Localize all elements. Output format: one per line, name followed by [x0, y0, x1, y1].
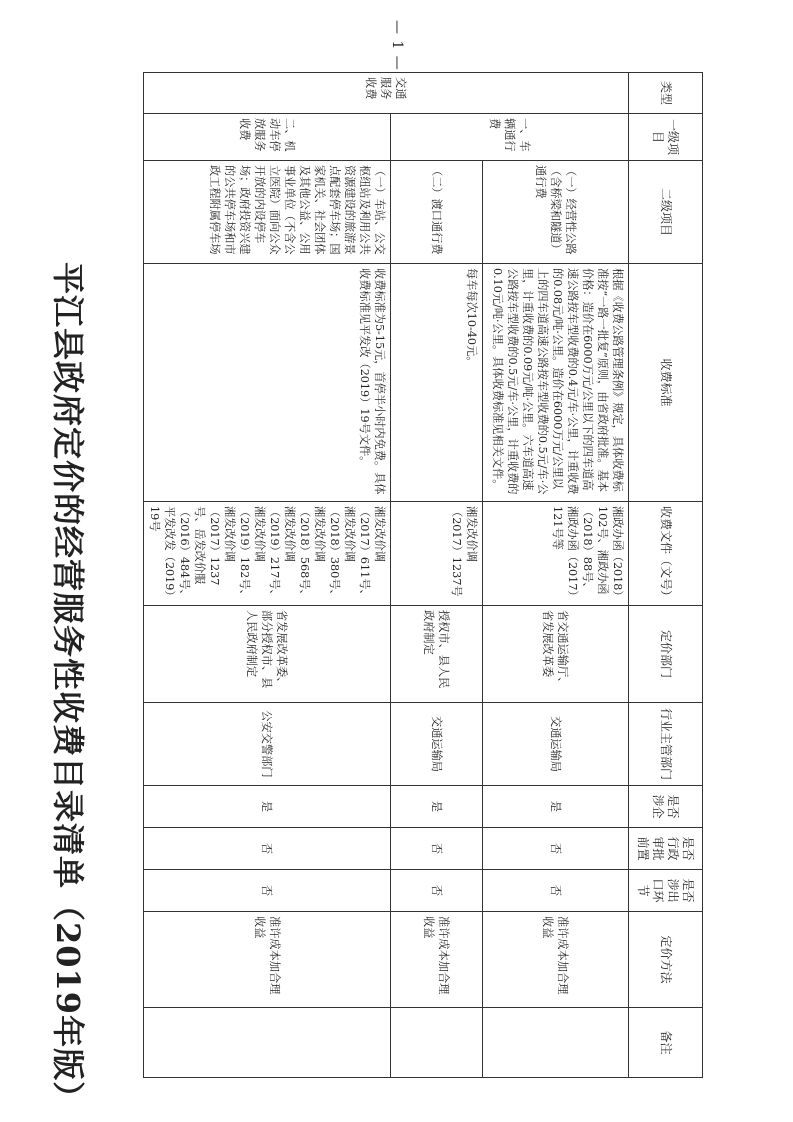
header-dept: 定价部门 [629, 606, 703, 703]
enterprise-cell: 是 [483, 786, 629, 828]
fee-catalog-table [143, 72, 703, 1078]
header-level2: 二级项目 [629, 161, 703, 264]
level2-cell: （一）车站、公交枢纽站及利用公共资源建设的旅游景点配套停车场；国家机关、社会团体及其他公益、公用事业单位（不含公立医院）面向公众开放的内设停车场；政府投资兴建的公共停车场和市政工程附属停车场 [144, 161, 391, 264]
pricing-method-cell: 准许成本加合理收益 [144, 912, 391, 1008]
approval-cell: 否 [483, 828, 629, 870]
enterprise-cell: 是 [391, 786, 483, 828]
level1-cell: 一、车辆通行费 [391, 114, 629, 161]
pricing-method-cell: 准许成本加合理收益 [391, 912, 483, 1008]
header-standard: 收费标准 [629, 264, 703, 502]
table-row [391, 73, 483, 1078]
enterprise-cell: 是 [144, 786, 391, 828]
header-involves-enterprise: 是否涉企 [629, 786, 703, 828]
level2-cell: （一）经营性公路（含桥梁和隧道）通行费 [483, 161, 629, 264]
level2-cell: （二）渡口通行费 [391, 161, 483, 264]
export-cell: 否 [483, 870, 629, 912]
industry-cell: 交通运输局 [391, 703, 483, 786]
table-row [144, 73, 391, 1078]
document-cell: 湘政办函（2018）102号、湘政办函（2018）88号、湘政办函（2017）121号等 [483, 502, 629, 606]
table-row [483, 73, 629, 1078]
type-cell: 交通服务收费 [144, 73, 629, 114]
header-document: 收费文件（文号） [629, 502, 703, 606]
remark-cell [391, 1008, 483, 1078]
pricing-method-cell: 准许成本加合理收益 [483, 912, 629, 1008]
export-cell: 否 [391, 870, 483, 912]
header-type: 类型 [629, 73, 703, 114]
document-cell: 湘发改价调（2017）611号、湘发改价调（2018）380号、湘发改价调（2018）568号、湘发改价调（2019）217号、湘发改价调（2019）182号、湘发改价调（2017）1237号、岳发改价服（2016）484号、平发改发（2019）19号 [144, 502, 391, 606]
document-cell: 湘发改价调（2017）1237号 [391, 502, 483, 606]
standard-cell: 收费标准为5-15元，首停半小时内免费。具体收费标准见平发改（2019）19号文件。 [144, 264, 391, 502]
dept-cell: 省交通运输厅、省发展改革委 [483, 606, 629, 703]
header-remark: 备注 [629, 1008, 703, 1078]
industry-cell: 公安交警部门 [144, 703, 391, 786]
remark-cell [483, 1008, 629, 1078]
export-cell: 否 [144, 870, 391, 912]
header-industry: 行业主管部门 [629, 703, 703, 786]
table-header-row [629, 73, 703, 1078]
standard-cell: 根据《收费公路管理条例》规定，具体收费标准按“一路一批复”原则，由省政府批准。基本价格：造价在6000万元/公里以下的四车道高速公路按车型收费的0.4元/车·公里，计重收费的0.08元/吨·公里。造价在6000万元/公里以上的四车道高速公路按车型收费的0.5元/车·公里，计重收费的0.09元/吨·公里。六车道高速公路按车型收费的0.5元/车·公里，计重收费的0.10元/吨·公里。具体收费标准见相关文件。 [483, 264, 629, 502]
header-pricing-method: 定价方法 [629, 912, 703, 1008]
header-level1: 一级项目 [629, 114, 703, 161]
dept-cell: 授权市、县人民政府制定 [391, 606, 483, 703]
industry-cell: 交通运输局 [483, 703, 629, 786]
dept-cell: 省发展改革委、部分授权市、县人民政府制定 [144, 606, 391, 703]
header-export-link: 是否涉出口环节 [629, 870, 703, 912]
remark-cell [144, 1008, 391, 1078]
standard-cell: 每车每次10-40元。 [391, 264, 483, 502]
level1-cell: 二、机动车停放服务收费 [144, 114, 391, 161]
page-number: — 1 — [389, 20, 405, 71]
approval-cell: 否 [391, 828, 483, 870]
header-admin-approval: 是否行政审批前置 [629, 828, 703, 870]
approval-cell: 否 [144, 828, 391, 870]
document-title: 平江县政府定价的经营服务性收费目录清单（2019年版） [49, 262, 87, 1115]
